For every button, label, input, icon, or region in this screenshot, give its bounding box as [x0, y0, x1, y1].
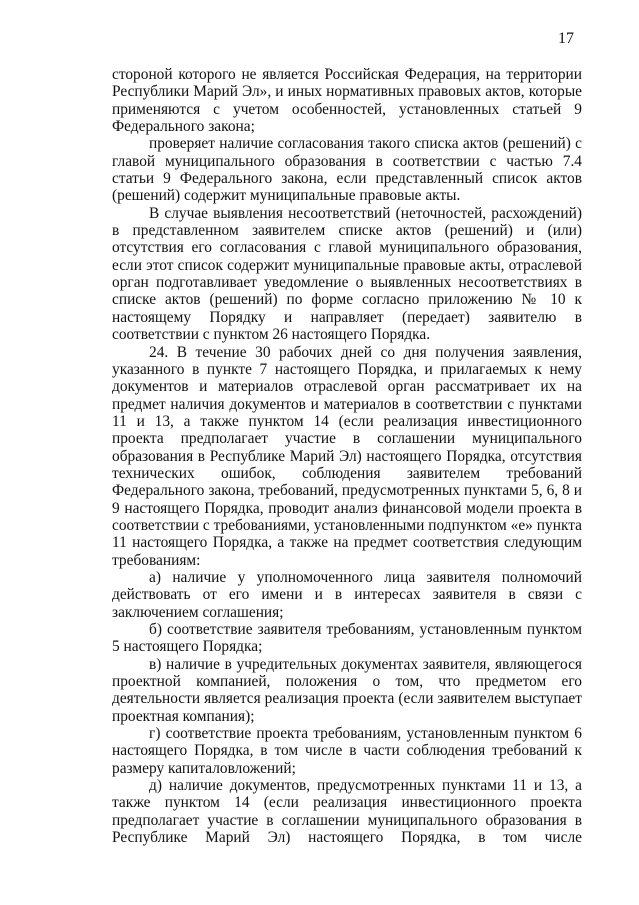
paragraph-subitem-b: б) соответствие заявителя требованиям, установленным пунктом 5 настоящего Порядка; [112, 621, 582, 656]
page-number: 17 [558, 30, 574, 47]
paragraph-subitem-g: г) соответствие проекта требованиям, установленным пунктом 6 настоящего Порядка, в том числе в части соблюдения требований к размеру капиталовложений; [112, 725, 582, 777]
paragraph-subitem-a: а) наличие у уполномоченного лица заявителя полномочий действовать от его имени и в интересах заявителя в связи с заключением соглашения; [112, 568, 582, 621]
paragraph-subitem-v: в) наличие в учредительных документах заявителя, являющегося проектной компанией, положения о том, что предметом его деятельности является реализация проекта (если заявителем выступает проектная компания); [112, 655, 582, 725]
paragraph-discrepancies: В случае выявления несоответствий (неточностей, расхождений) в представленном заявителем списке актов (решений) и (или) отсутствия его согласования с главой муниципального образования, если этот список содержит муниципальные правовые акты, отраслевой орган подготавливает уведомление о выявленных несоответствиях в списке актов (решений) по форме согласно приложению № 10 к настоящему Порядку и направляет (передает) заявителю в соответствии с пунктом 26 настоящего Порядка. [112, 204, 582, 344]
document-body [112, 66, 582, 846]
paragraph-subitem-d: д) наличие документов, предусмотренных пунктами 11 и 13, а также пунктом 14 (если реализация инвестиционного проекта предполагает участие в соглашении муниципального образования в Республике Марий Эл) настоящего Порядка, в том числе [112, 777, 582, 847]
paragraph-continuation: стороной которого не является Российская Федерация, на территории Республики Марий Эл», и иных нормативных правовых актов, которые применяются с учетом особенностей, установленных статьей 9 Федерального закона; [112, 66, 582, 136]
paragraph-check-agreement: проверяет наличие согласования такого списка актов (решений) с главой муниципального образования в соответствии с частью 7.4 статьи 9 Федерального закона, если представленный список актов (решений) содержит муниципальные правовые акты. [112, 135, 582, 205]
paragraph-item-24: 24. В течение 30 рабочих дней со дня получения заявления, указанного в пункте 7 настоящего Порядка, и прилагаемых к нему документов и материалов отраслевой орган рассматривает их на предмет наличия документов и материалов в соответствии с пунктами 11 и 13, а также пунктом 14 (если реализация инвестиционного проекта предполагает участие в соглашении муниципального образования в Республике Марий Эл) настоящего Порядка, отсутствия технических ошибок, соблюдения заявителем требований Федерального закона, требований, предусмотренных пунктами 5, 6, 8 и 9 настоящего Порядка, проводит анализ финансовой модели проекта в соответствии с требованиями, установленными подпунктом «е» пункта 11 настоящего Порядка, а также на предмет соответствия следующим требованиям: [112, 343, 582, 569]
